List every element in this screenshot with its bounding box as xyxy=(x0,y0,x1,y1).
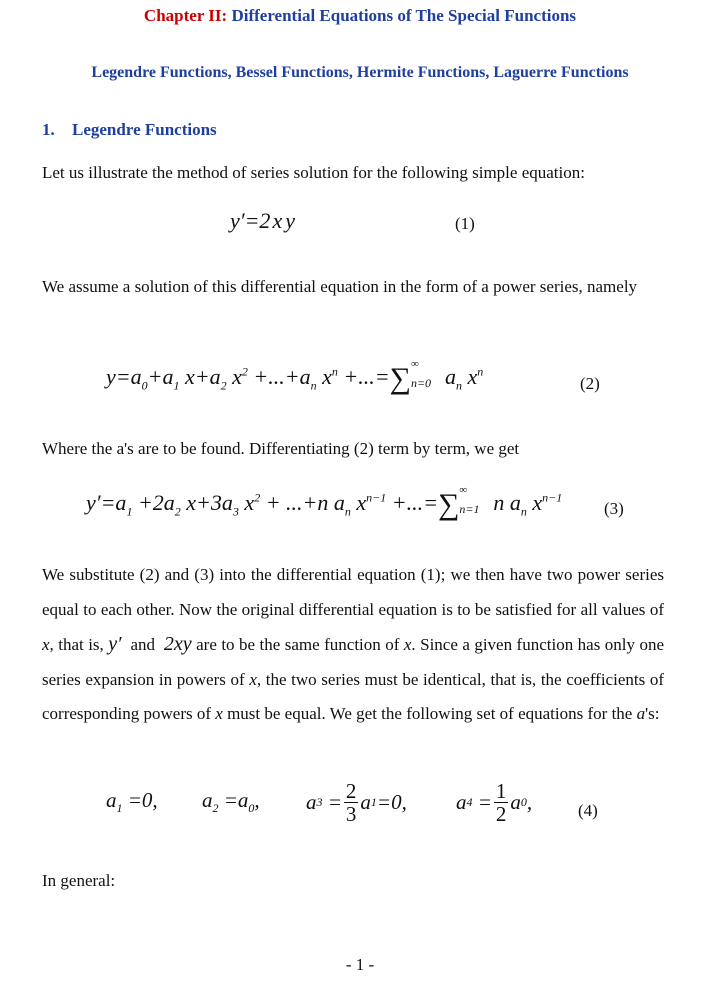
equation-1: y′=2x y xyxy=(230,208,295,233)
equation-2-number: (2) xyxy=(580,374,600,393)
section-title: Legendre Functions xyxy=(72,120,217,139)
paragraph-substitute xyxy=(42,558,664,732)
equation-4-number: (4) xyxy=(578,801,598,820)
var-a: a xyxy=(636,704,646,723)
text-run: , that is, xyxy=(49,635,109,654)
equation-3: $y'=a_1 +2a_2$ $x+3a_3$ $x^2 + ...+n$ $a_n$ $x^{n-1}$ +...=∑ ∞ n=1 n $a_n$ $x^{n-1}$ xyxy=(86,484,563,521)
equation-4: $a_1 =0$, $a_2 =a_0$, a 3 = $\frac{2}{3}$ a 1 =0, a 4 = $\frac{1}{2}$ a 0 , xyxy=(106,779,533,826)
equation-3-number: (3) xyxy=(604,499,624,518)
var-x: x xyxy=(42,635,50,654)
text-run: must be equal. We get the following set of equations for the xyxy=(222,704,637,723)
equation-2: $y=a_0+a_1$ $x+a_2$ $x^2 +...+a_n$ $x^n$ +...=∑ ∞ n=0 $a_n$ $x^n$ xyxy=(106,358,484,395)
section-heading xyxy=(42,120,217,140)
text-run: and xyxy=(130,635,155,654)
chapter-label: Chapter II: xyxy=(143,6,228,25)
text-run: , the two series must be identical, that is, the coefficients of corresponding powers of xyxy=(42,669,665,723)
chapter-heading: Differential Equations of The Special Functions xyxy=(231,6,577,25)
text-run: are to be the same function of xyxy=(191,635,404,654)
page-number: - 1 - xyxy=(345,955,375,974)
paragraph-assume: We assume a solution of this differential equation in the form of a power series, namely xyxy=(42,277,638,296)
equation-1-number: (1) xyxy=(455,214,475,233)
text-run: 's: xyxy=(645,704,660,723)
paragraph-intro: Let us illustrate the method of series solution for the following simple equation: xyxy=(42,163,585,182)
text-run: . Since a given function has only one series expansion in powers of xyxy=(42,635,665,689)
var-x: x xyxy=(215,704,223,723)
var-x: x xyxy=(403,635,412,654)
section-number: 1. xyxy=(42,120,55,139)
paragraph-general: In general: xyxy=(42,871,116,890)
chapter-subtitle: Legendre Functions, Bessel Functions, Hermite Functions, Laguerre Functions xyxy=(91,64,629,81)
var-x: x xyxy=(249,669,257,689)
math-2xy: 2xy xyxy=(163,633,192,655)
math-y-prime: y′ xyxy=(108,633,122,655)
paragraph-where: Where the a's are to be found. Differentiating (2) term by term, we get xyxy=(42,439,520,458)
chapter-title xyxy=(0,6,720,26)
text-run: We substitute (2) and (3) into the differential equation (1); we then have two power series equal to each other. Now the original differential equation is to be satisfied for all values of xyxy=(42,565,664,619)
